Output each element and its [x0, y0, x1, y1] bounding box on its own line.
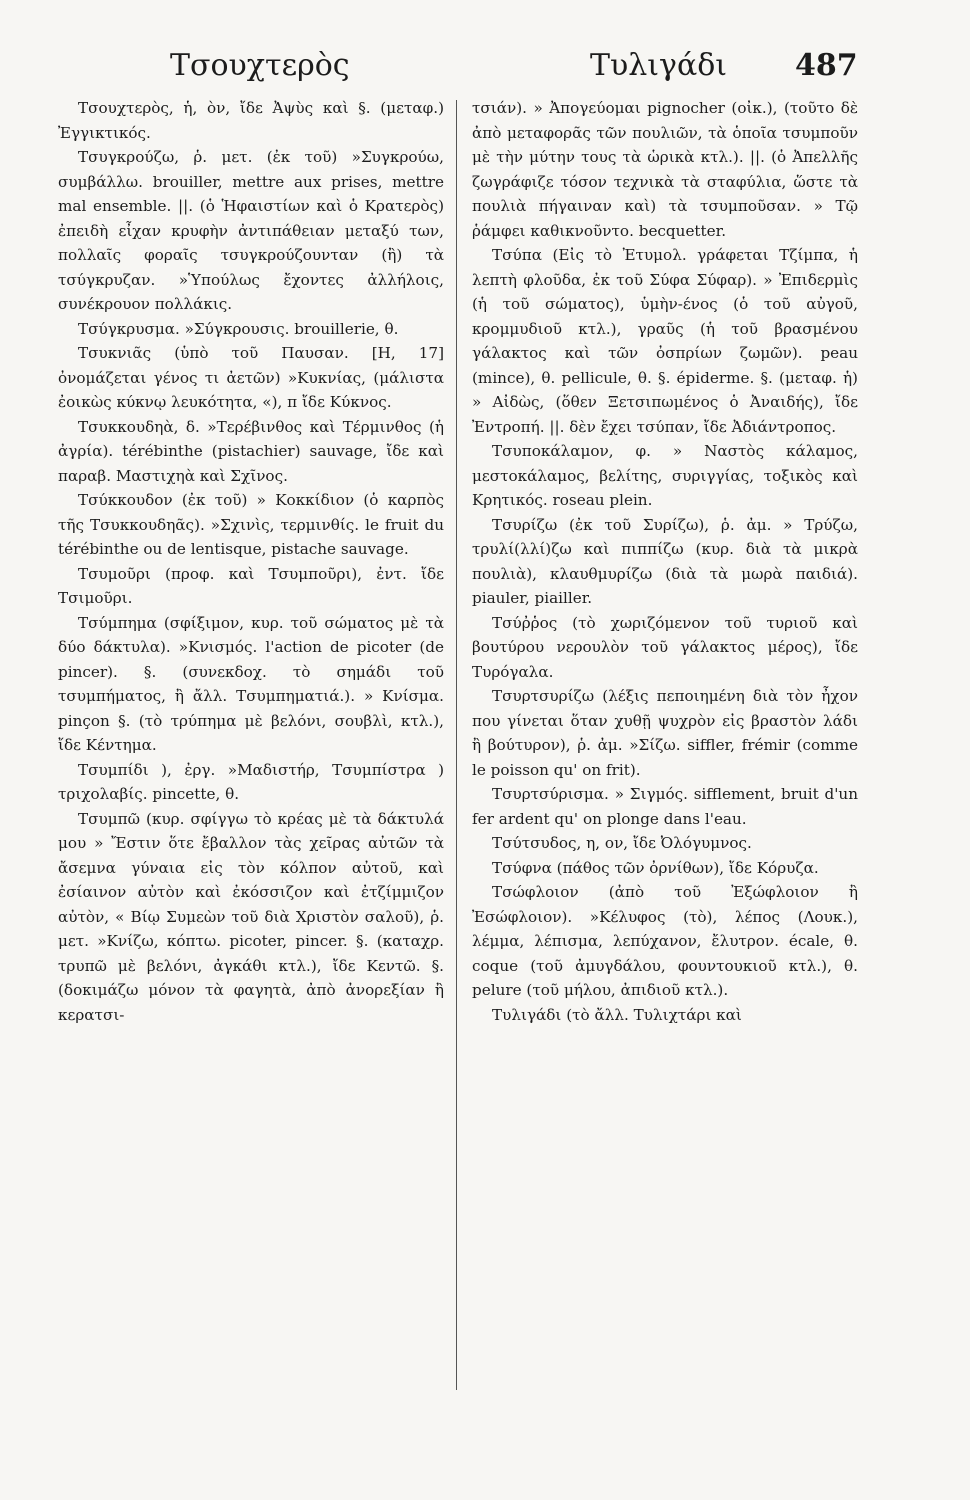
dictionary-entry: Τσύκκουδον (ἐκ τοῦ) » Κοκκίδιον (ὁ καρπὸς τῆς Τσυκκουδηᾶς). »Σχινὶς, τερμινθίς. le fruit du térébinthe ou de lentisque, pistache sauvage.	[58, 491, 444, 558]
dictionary-entry: Τσύτσυδος, η, ον, ἴδε Ὀλόγυμνος.	[492, 834, 752, 852]
running-header	[0, 48, 970, 96]
dictionary-entry: Τσύῤῥος (τὸ χωριζόμενον τοῦ τυριοῦ καὶ βουτύρου νερουλὸν τοῦ γάλακτος μέρος), ἴδε Τυρόγαλα.	[472, 613, 858, 681]
dictionary-entry: τσιάν). » Ἀπογεύομαι pignocher (οἰκ.), (τοῦτο δὲ ἀπὸ μεταφορᾶς τῶν πουλιῶν, τὰ ὁποῖα τσυμποῦν μὲ τὴν μύτην τους τὰ ὡρικὰ κτλ.). ||. (ὁ Ἀπελλῆς ζωγράφιζε τόσον τεχνικὰ τὰ σταφύλια, ὥστε τὰ πουλιὰ πήγαιναν καὶ) τὰ τσυμποῦσαν. » Τῷ ῥάμφει καθικνοῦντο. becquetter.	[472, 99, 858, 240]
dictionary-entry: Τσυρίζω (ἐκ τοῦ Συρίζω), ῥ. ἀμ. » Τρύζω, τρυλί(λλί)ζω καὶ πιππίζω (κυρ. διὰ τὰ μικρὰ πουλιὰ), κλαυθμυρίζω (διὰ τὰ μωρὰ παιδιά). piauler, piailler.	[472, 515, 858, 607]
left-headword: Τσουχτερὸς	[170, 48, 350, 83]
dictionary-entry: Τσυκνιᾶς (ὑπὸ τοῦ Παυσαν. [Η, 17] ὀνομάζεται γένος τι ἀετῶν) »Κυκνίας, (μάλιστα ἐοικὼς κύκνῳ λευκότητα, «), π ἴδε Κύκνος.	[58, 344, 444, 411]
dictionary-entry: Τσουχτερὸς, ἡ, ὸν, ἴδε Ἀψὺς καὶ §. (μεταφ.) Ἐγγικτικός.	[58, 99, 444, 142]
dictionary-entry: Τσύπα (Εἰς τὸ Ἐτυμολ. γράφεται Τζίμπα, ἡ λεπτὴ φλοῦδα, ἐκ τοῦ Σύφα Σύφαρ). » Ἐπιδερμὶς (ἡ τοῦ σώματος), ὑμὴν-ένος (ὁ τοῦ αὐγοῦ, κρομμυδιοῦ κτλ.), γραῦς (ἡ τοῦ βρασμένου γάλακτος καὶ τῶν ὀσπρίων ζωμῶν). peau (mince), θ. pellicule, θ. §. épiderme. §. (μεταφ. ἡ) » Αἰδὼς, (ὅθεν Ξετσιπωμένος ὁ Ἀναιδής), ἴδε Ἐντροπή. ||. δὲν ἔχει τσύπαν, ἴδε Ἀδιάντροπος.	[472, 246, 858, 436]
dictionary-entry: Τσυμοῦρι (προφ. καὶ Τσυμποῦρι), ἐντ. ἴδε Τσιμοῦρι.	[58, 564, 444, 607]
dictionary-entry: Τσυγκρούζω, ῥ. μετ. (ἐκ τοῦ) »Συγκρούω, συμβάλλω. brouiller, mettre aux prises, mettre mal ensemble. ||. (ὁ Ἡφαιστίων καὶ ὁ Κρατερὸς) ἐπειδὴ εἶχαν κρυφὴν ἀντιπάθειαν μεταξύ των, πολλαῖς φοραῖς τσυγκρούζουνταν (ἢ) τὰ τσύγκρυζαν. »Ὑπούλως ἔχοντες ἀλλήλοις, συνέκρουον πολλάκις.	[58, 148, 444, 313]
dictionary-entry: Τσυρτσυρίζω (λέξις πεποιημένη διὰ τὸν ἦχον που γίνεται ὅταν χυθῇ ψυχρὸν εἰς βραστὸν λάδι ἢ βούτυρον), ῥ. ἀμ. »Σίζω. siffler, frémir (comme le poisson qu' on frit).	[472, 687, 858, 779]
dictionary-entry: Τσυμπίδι ), ἐργ. »Μαδιστήρ, Τσυμπίστρα ) τριχολαβίς. pincette, θ.	[58, 760, 444, 803]
dictionary-entry: Τσυποκάλαμον, φ. » Ναστὸς κάλαμος, μεστοκάλαμος, βελίτης, συριγγίας, τοξικὸς καὶ Κρητικός. roseau plein.	[472, 442, 858, 509]
dictionary-entry: Τσύφνα (πάθος τῶν ὀρνίθων), ἴδε Κόρυζα.	[492, 858, 819, 877]
dictionary-entry: Τσυκκουδηὰ, δ. »Τερέβινθος καὶ Τέρμινθος (ἡ ἀγρία). térébinthe (pistachier) sauvage, ἴδε καὶ παραβ. Μαστιχηὰ καὶ Σχῖνος.	[58, 417, 444, 485]
dictionary-entry: Τσυρτσύρισμα. » Σιγμός. sifflement, bruit d'un fer ardent qu' on plonge dans l'eau.	[472, 785, 858, 828]
page-number: 487	[795, 48, 858, 83]
dictionary-entry: Τσύμπημα (σφίξιμον, κυρ. τοῦ σώματος μὲ τὰ δύο δάκτυλα). »Κνισμός. l'action de picoter (de pincer). §. (συνεκδοχ. τὸ σημάδι τοῦ τσυμπήματος, ἢ ἄλλ. Τσυμπηματιά.). » Κνίσμα. pinçon §. (τὸ τρύπημα μὲ βελόνι, σουβλὶ, κτλ.), ἴδε Κέντημα.	[58, 613, 444, 754]
right-headword: Τυλιγάδι	[590, 48, 728, 83]
column-divider	[456, 100, 457, 1390]
dictionary-entry: Τσυμπῶ (κυρ. σφίγγω τὸ κρέας μὲ τὰ δάκτυλά μου » Ἔστιν ὅτε ἔβαλλον τὰς χεῖρας αὐτῶν τὰ ἄσεμνα γύναια εἰς τὸν κόλπον αὐτοῦ, καὶ ἐσίαινον αὐτὸν καὶ ἐκόσσιζον καὶ ἐτζίμμιζον αὐτὸν, « Βίῳ Συμεὼν τοῦ διὰ Χριστὸν σαλοῦ), ῥ. μετ. »Κνίζω, κόπτω. picoter, pincer. §. (καταχρ. τρυπῶ μὲ βελόνι, ἀγκάθι κτλ.), ἴδε Κεντῶ. §. (δοκιμάζω μόνον τὰ φαγητὰ, ἀπὸ ἀνορεξίαν ἢ κερατσι-	[58, 809, 444, 1024]
left-column	[58, 96, 444, 1027]
dictionary-entry: Τυλιγάδι (τὸ ἄλλ. Τυλιχτάρι καὶ	[492, 1005, 742, 1024]
right-column	[472, 96, 858, 1027]
dictionary-entry: Τσύγκρυσμα. »Σύγκρουσις. brouillerie, θ.	[78, 319, 399, 338]
dictionary-entry: Τσώφλοιον (ἀπὸ τοῦ Ἐξώφλοιον ἢ Ἐσώφλοιον). »Κέλυφος (τὸ), λέπος (Λουκ.), λέμμα, λέπισμα, λεπύχανον, ἔλυτρον. écale, θ. coque (τοῦ ἀμυγδάλου, φουντουκιοῦ κτλ.), θ. pelure (τοῦ μήλου, ἀπιδιοῦ κτλ.).	[472, 883, 858, 999]
